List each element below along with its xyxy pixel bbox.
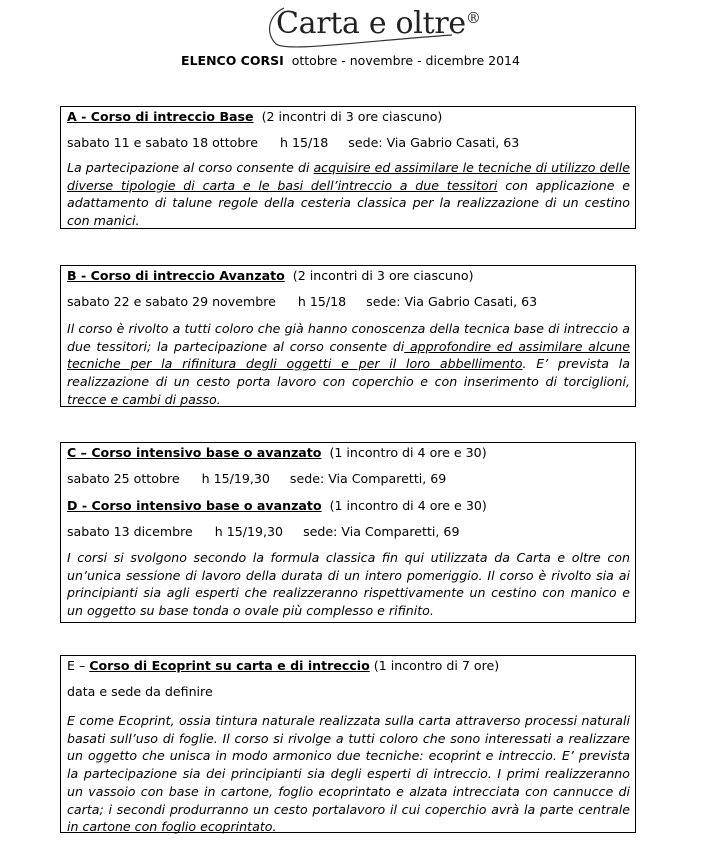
course-title-e: E – Corso di Ecoprint su carta e di intreccio (1 incontro di 7 ore): [67, 658, 500, 673]
course-description-e: E come Ecoprint, ossia tintura naturale realizzata sulla carta attraverso processi naturali basati sull’uso di foglie. Il corso si rivolge a tutti coloro che sono interessati a realizzare un oggetto che unisca in modo armonico due tecniche: ecoprint e intreccio. E’ prevista la partecipazione sia dei principianti sia degli esperti di intreccio. I primi realizzeranno un vassoio con base in cartone, foglio ecoprintato e alzata intrecciata con cannucce di carta; i secondi produrranno un cesto portalavoro il cui coperchio avrà la parte centrale in cartone con foglio ecoprintato.: [67, 713, 630, 835]
course-description-c-d: I corsi si svolgono secondo la formula classica fin qui utilizzata da Carta e oltre con un’unica sessione di lavoro della durata di un intero pomeriggio. Il corso è rivolto sia ai principianti sia agli esperti che realizzeranno rispettivamente un cestino con manico e un oggetto su base tonda o ovale più complesso e rifinito.: [67, 550, 630, 619]
course-title-b: B - Corso di intreccio Avanzato (2 incontri di 3 ore ciascuno): [67, 268, 474, 283]
logo-wordmark: Carta e oltre®: [276, 6, 481, 41]
course-schedule-c: sabato 25 ottobre h 15/19,30 sede: Via Comparetti, 69: [67, 471, 447, 486]
course-box-b: [60, 265, 636, 407]
course-schedule-b: sabato 22 e sabato 29 novembre h 15/18 sede: Via Gabrio Casati, 63: [67, 294, 538, 309]
course-description-a: La partecipazione al corso consente di acquisire ed assimilare le tecniche di utilizzo delle diverse tipologie di carta e le basi dell’intreccio a due tessitori con applicazione e adattamento di talune regole della cesteria classica per la realizzazione di un cestino con manici.: [67, 160, 630, 229]
course-title-d: D - Corso intensivo base o avanzato (1 incontro di 4 ore e 30): [67, 498, 487, 513]
page-title: [0, 53, 701, 68]
brand-logo: [262, 2, 481, 52]
registered-mark: ®: [465, 9, 481, 27]
list-period: ottobre - novembre - dicembre 2014: [291, 53, 520, 68]
list-label: ELENCO CORSI: [181, 53, 284, 68]
course-schedule-d: sabato 13 dicembre h 15/19,30 sede: Via Comparetti, 69: [67, 524, 460, 539]
course-box-a: [60, 106, 636, 229]
course-title-c: C – Corso intensivo base o avanzato (1 incontro di 4 ore e 30): [67, 445, 487, 460]
course-box-e: [60, 655, 636, 833]
course-schedule-a: sabato 11 e sabato 18 ottobre h 15/18 sede: Via Gabrio Casati, 63: [67, 135, 520, 150]
course-box-c-d: [60, 442, 636, 623]
course-description-b: Il corso è rivolto a tutti coloro che già hanno conoscenza della tecnica base di intreccio a due tessitori; la partecipazione al corso consente di approfondire ed assimilare alcune tecniche per la rifinitura degli oggetti e per il loro abbellimento. E’ prevista la realizzazione di un cesto porta lavoro con coperchio e con inserimento di torciglioni, trecce e cambi di passo.: [67, 321, 630, 407]
course-title-a: A - Corso di intreccio Base (2 incontri di 3 ore ciascuno): [67, 109, 443, 124]
course-schedule-e: data e sede da definire: [67, 684, 213, 699]
